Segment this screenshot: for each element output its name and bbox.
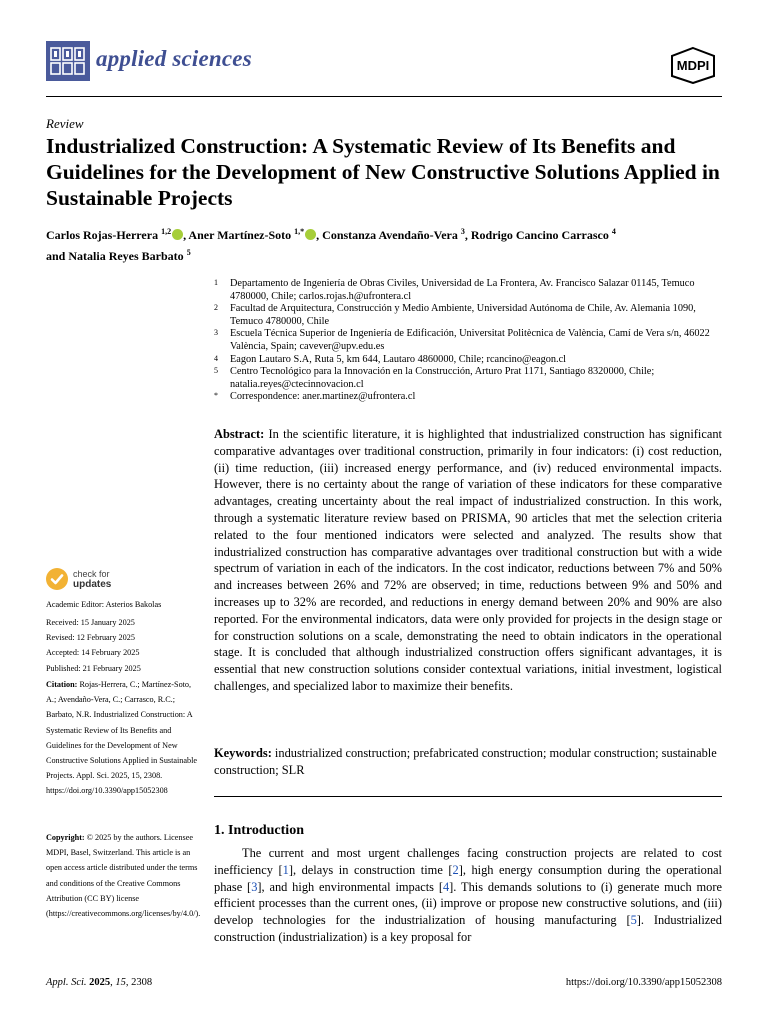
author-name: Constanza Avendaño-Vera <box>322 228 458 242</box>
publication-date: Accepted: 14 February 2025 <box>46 648 140 658</box>
publication-dates <box>46 615 201 676</box>
publication-date: Received: 15 January 2025 <box>46 618 135 627</box>
academic-editor: Academic Editor: Asterios Bakolas <box>46 600 162 609</box>
article-title: Industrialized Construction: A Systematic Review of Its Benefits and Guidelines for the Development of New Constructive Solutions Applied in Sustainable Projects <box>46 134 720 210</box>
author-affiliation-marker: 3 <box>460 227 465 236</box>
author-name: Carlos Rojas-Herrera <box>46 228 159 242</box>
affiliation-text: Escuela Técnica Superior de Ingeniería de Edificación, Universitat Politècnica de València, Camí de Vera s/n, 46022 València, Spain; cavever@upv.edu.es <box>230 328 710 352</box>
affiliation-item <box>214 354 724 367</box>
reference-link[interactable]: 3 <box>251 879 258 894</box>
introduction-heading: 1. Introduction <box>214 823 304 838</box>
introduction-text: ]. Industrialized construction (industrialization) is a key proposal for <box>214 913 722 944</box>
publication-date: Revised: 12 February 2025 <box>46 633 135 643</box>
keywords <box>214 745 722 779</box>
author-name: Rodrigo Cancino Carrasco <box>470 228 609 242</box>
header-divider <box>46 96 722 97</box>
affiliation-item <box>214 391 724 404</box>
keywords-label: Keywords: <box>214 746 272 760</box>
affiliation-text: Departamento de Ingeniería de Obras Civiles, Universidad de La Frontera, Av. Francisco Salazar 01145, Temuco 4780000, Chile; carlos.rojas.h@ufrontera.cl <box>230 278 695 302</box>
reference-link[interactable]: 2 <box>452 862 459 877</box>
author-affiliation-marker: 1,2 <box>161 227 172 236</box>
orcid-icon[interactable] <box>172 229 183 240</box>
footer-volume: 15 <box>115 977 126 988</box>
publication-date: Published: 21 February 2025 <box>46 663 141 673</box>
affiliation-item <box>214 278 724 303</box>
affiliation-item <box>214 366 724 391</box>
reference-link[interactable]: 5 <box>630 913 637 928</box>
check-for-updates-line1: check for <box>73 568 110 579</box>
introduction-text: ]. This demands solutions to (i) generate much more efficient processes than the current ones, (ii) improve or propose new constructive solutions, and (iii) develop technologies for the industrialization of housing manufacturing [ <box>214 879 722 928</box>
orcid-icon[interactable] <box>305 229 316 240</box>
affiliation-number: 4 <box>214 353 218 363</box>
check-for-updates-icon <box>46 568 68 590</box>
author-affiliation-marker: 4 <box>611 227 616 236</box>
section-divider <box>214 796 722 797</box>
author-name: Aner Martínez-Soto <box>188 228 292 242</box>
footer-doi-link[interactable]: https://doi.org/10.3390/app15052308 <box>565 977 722 988</box>
citation <box>46 677 201 799</box>
footer-citation: Appl. Sci. 2025, 15, 2308 <box>46 977 153 988</box>
affiliation-number: 5 <box>214 366 218 376</box>
check-for-updates-line2: updates <box>73 578 112 590</box>
introduction-text: ], and high environmental impacts [ <box>257 879 443 894</box>
copyright <box>46 830 201 921</box>
mdpi-logo-text: MDPI <box>676 58 710 73</box>
introduction-text: The current and most urgent challenges facing construction projects are related to cost inefficiency [ <box>214 846 722 877</box>
introduction-text: ], high energy consumption during the operational phase [ <box>214 862 722 894</box>
author-name: Natalia Reyes Barbato <box>68 249 184 263</box>
affiliations <box>214 278 724 404</box>
affiliation-text: Facultad de Arquitectura, Construcción y Medio Ambiente, Universidad Autónoma de Chile, Av. Alemania 1090, Temuco 4780000, Chile <box>230 303 696 327</box>
reference-link[interactable]: 1 <box>282 862 289 877</box>
copyright-label: Copyright: <box>46 833 85 842</box>
author-joiner: and <box>46 249 66 263</box>
reference-link[interactable]: 4 <box>442 879 450 894</box>
journal-name: applied sciences <box>96 46 252 71</box>
abstract-text: In the scientific literature, it is highlighted that industrialized construction has significant comparative advantages over traditional construction, primarily in four indicators: (i) cost reduction, (ii) time reduction, (iii) increased energy performance, and (iv) reduced environmental impacts. However, there is no certainty about the range of variation of these indicators for these comparative advantages, creating uncertainty about the real impact of industrialized construction. In this work, through a systematic literature review based on PRISMA, 90 articles that met the selection criteria related to the four mentioned indicators were selected and analyzed. The results show that industrialized construction has comparative advantages over traditional construction but with a wide spectrum of variation in each of the indicators. In the cost indicator, reductions between 7% and 50% and increases between 26% and 72% are observed; in time, reductions between 9% and 50% and increases up to 32% are recorded, and reductions in energy demand between 20% and 90% are also reported. For the environmental indicators, data were only provided for projects in the design stage or for construction solutions on a scale, demonstrating the need to obtain indicators in the operational stage. It is concluded that although industrialized construction offers significant advantages, it is essential that new construction solutions consider contextual variations, initial investment, logistical challenges, and specialized labor to maximize their benefits. <box>214 427 722 693</box>
author-affiliation-marker: 1,* <box>294 227 305 236</box>
citation-label: Citation: <box>46 680 78 689</box>
affiliation-text: Centro Tecnológico para la Innovación en la Construcción, Arturo Prat 1171, Santiago 8320000, Chile; natalia.reyes@ctecinnovacion.cl <box>230 366 655 390</box>
abstract-label: Abstract: <box>214 427 265 441</box>
footer-year: 2025 <box>89 977 111 988</box>
affiliation-number: 1 <box>214 278 218 287</box>
article-type: Review <box>46 116 84 131</box>
affiliation-text: Correspondence: aner.martinez@ufrontera.cl <box>230 391 416 403</box>
introduction-paragraph <box>214 845 722 946</box>
affiliation-item <box>214 328 724 353</box>
affiliation-text: Eagon Lautaro S.A, Ruta 5, km 644, Lautaro 4860000, Chile; rcancino@eagon.cl <box>230 353 567 365</box>
citation-text: Rojas-Herrera, C.; Martínez-Soto, A.; Avendaño-Vera, C.; Carrasco, R.C.; Barbato, N.R. Industrialized Construction: A Systematic Review of Its Benefits and Guidelines for the Development of New Constructive Solutions Applied in Sustainable Projects. Appl. Sci. 2025, 15, 2308. https://doi.org/10.3390/app15052308 <box>46 680 198 796</box>
affiliation-item <box>214 303 724 328</box>
author-list: Carlos Rojas-Herrera $^{1,2}$ , Aner Martínez-Soto $^{1,*}$ , Constanza Avendaño-Vera $^3$, Rodrigo Cancino Carrasco $^4$ and Natalia Reyes Barbato $^5$ <box>46 227 616 263</box>
mdpi-logo-icon <box>664 46 722 84</box>
keywords-text: industrialized construction; prefabricated construction; modular construction; sustainable construction; SLR <box>214 746 717 777</box>
affiliation-number: 3 <box>214 328 218 338</box>
journal-logo-icon <box>46 41 90 81</box>
check-for-updates-button[interactable] <box>46 568 111 590</box>
abstract <box>214 426 722 695</box>
footer-journal: Appl. Sci. <box>46 977 87 988</box>
affiliation-number: 2 <box>214 303 218 313</box>
footer-article-number: 2308 <box>131 977 153 988</box>
copyright-text: © 2025 by the authors. Licensee MDPI, Basel, Switzerland. This article is an open access article distributed under the terms and conditions of the Creative Commons Attribution (CC BY) license (https://creativecommons.org/licenses/by/4.0/). <box>46 833 201 919</box>
introduction-text: ], delays in construction time [ <box>288 862 453 877</box>
author-affiliation-marker: 5 <box>186 248 191 257</box>
affiliation-number: * <box>214 391 218 401</box>
